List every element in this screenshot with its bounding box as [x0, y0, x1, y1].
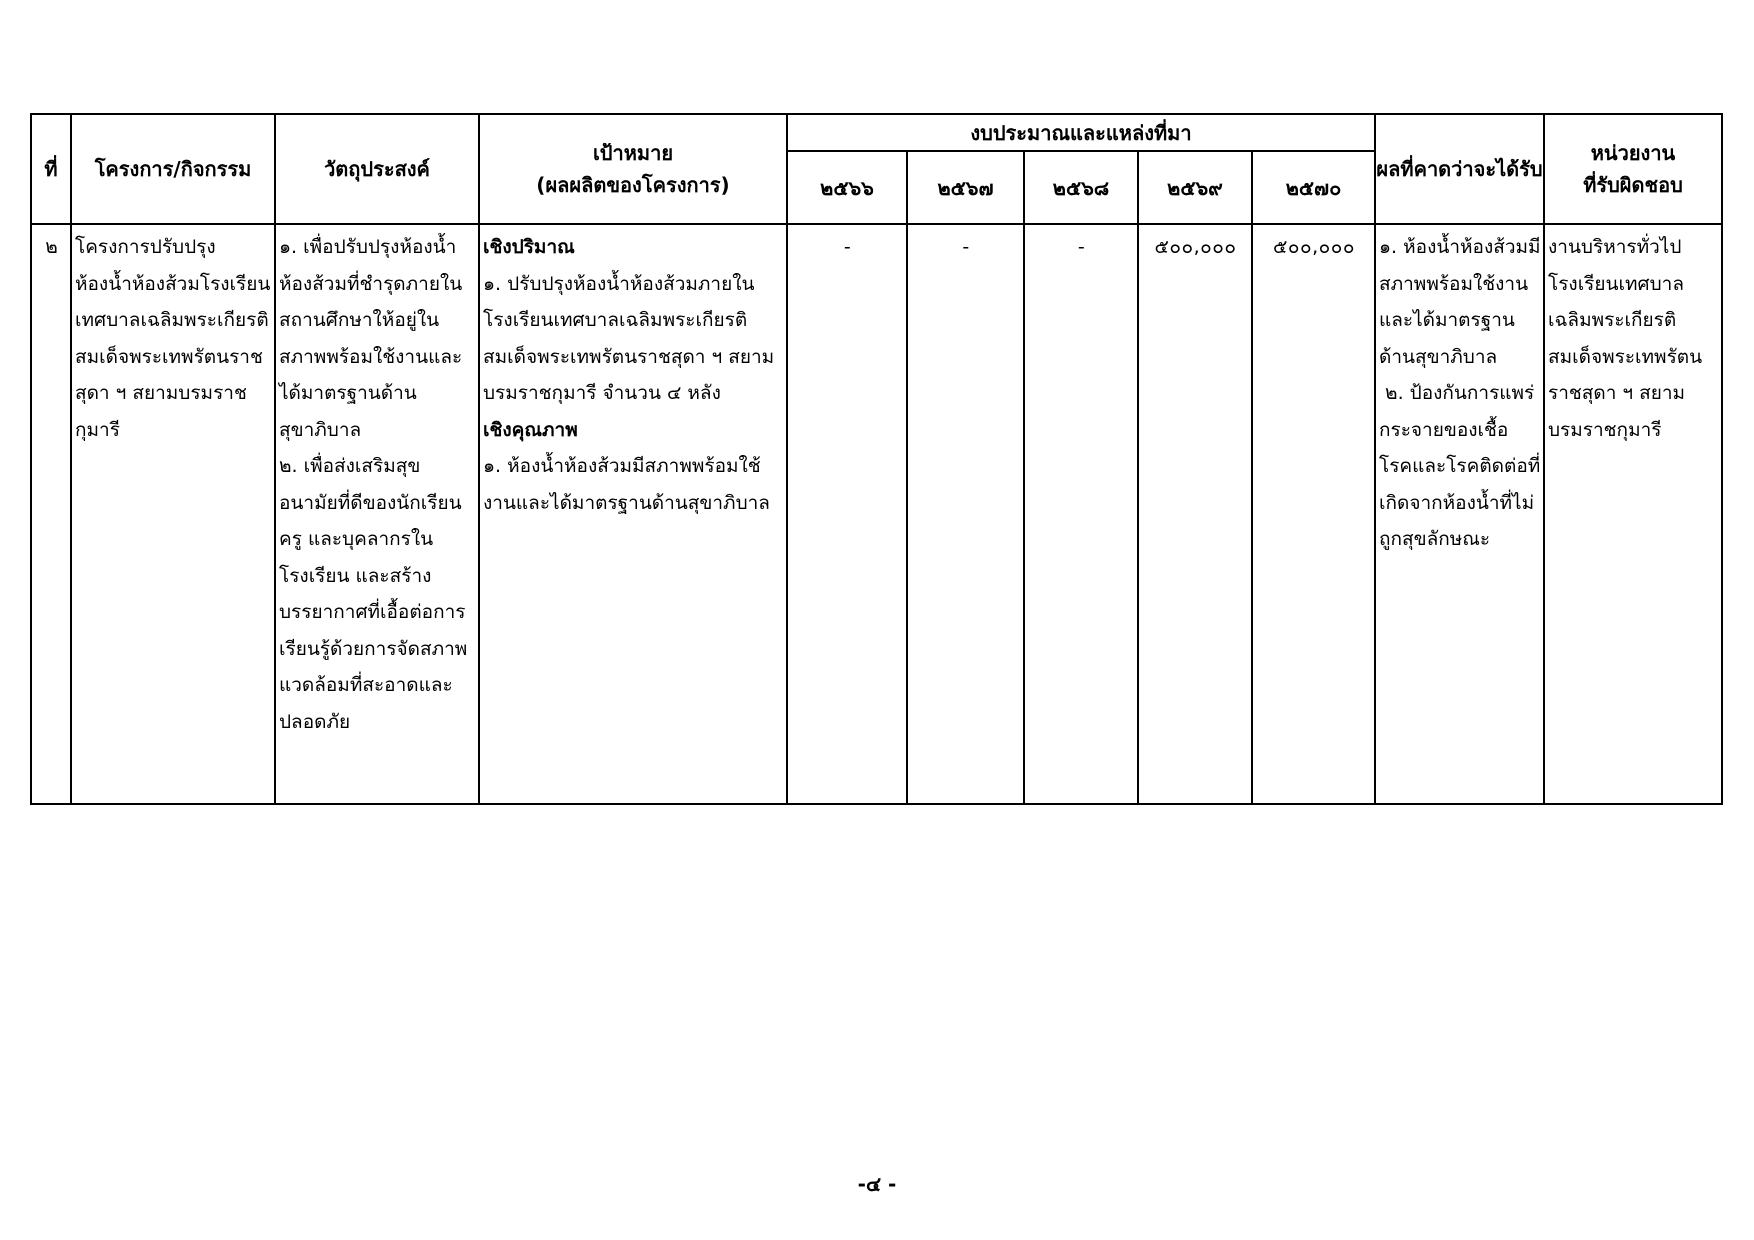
row-project: โครงการปรับปรุงห้องน้ำห้องส้วมโรงเรียนเทศบาลเฉลิมพระเกียรติสมเด็จพระเทพรัตนราชสุดา ฯ สยามบรมราชกุมารี: [71, 224, 275, 804]
row-no: ๒: [31, 224, 71, 804]
header-responsible: [1544, 114, 1722, 224]
objective-item-1: ๑. เพื่อปรับปรุงห้องน้ำห้องส้วมที่ชำรุดภายในสถานศึกษาให้อยู่ในสภาพพร้อมใช้งานและได้มาตรฐานด้านสุขาภิบาล: [279, 236, 463, 441]
header-year-2566: ๒๕๖๖: [787, 151, 907, 224]
expected-result-item-2: ๒. ป้องกันการแพร่กระจายของเชื้อโรคและโรคติดต่อที่เกิดจากห้องน้ำที่ไม่ถูกสุขลักษณะ: [1379, 382, 1541, 550]
page-number: -๔ -: [857, 1172, 897, 1196]
header-objective: วัตถุประสงค์: [275, 114, 479, 224]
target-quality-heading: เชิงคุณภาพ: [483, 418, 578, 441]
header-year-2569: ๒๕๖๙: [1138, 151, 1252, 224]
header-year-2567: ๒๕๖๗: [907, 151, 1024, 224]
row-expected-result: [1375, 224, 1544, 804]
header-budget-group: งบประมาณและแหล่งที่มา: [787, 114, 1375, 151]
row-target: [479, 224, 787, 804]
header-project: โครงการ/กิจกรรม: [71, 114, 275, 224]
target-quantity-item: ๑. ปรับปรุงห้องน้ำห้องส้วมภายในโรงเรียนเทศบาลเฉลิมพระเกียรติสมเด็จพระเทพรัตนราชสุดา ฯ สยามบรมราชกุมารี จำนวน ๔ หลัง: [483, 272, 775, 404]
header-target-line1: เป้าหมาย: [592, 141, 674, 165]
objective-item-2: ๒. เพื่อส่งเสริมสุขอนามัยที่ดีของนักเรียน ครู และบุคลากรในโรงเรียน และสร้างบรรยากาศที่เอื้อต่อการเรียนรู้ด้วยการจัดสภาพแวดล้อมที่สะอาดและปลอดภัย: [279, 455, 468, 733]
target-quality-item: ๑. ห้องน้ำห้องส้วมมีสภาพพร้อมใช้งานและได้มาตรฐานด้านสุขาภิบาล: [483, 455, 770, 514]
header-no: ที่: [31, 114, 71, 224]
target-quantity-heading: เชิงปริมาณ: [483, 236, 575, 258]
budget-2570: ๕๐๐,๐๐๐: [1252, 224, 1375, 804]
row-responsible: งานบริหารทั่วไป โรงเรียนเทศบาลเฉลิมพระเกียรติสมเด็จพระเทพรัตนราชสุดา ฯ สยามบรมราชกุมารี: [1544, 224, 1722, 804]
header-responsible-line2: ที่รับผิดชอบ: [1583, 173, 1683, 197]
project-plan-table: [30, 113, 1723, 805]
header-expected-result: ผลที่คาดว่าจะได้รับ: [1375, 114, 1544, 224]
budget-2569: ๕๐๐,๐๐๐: [1138, 224, 1252, 804]
row-objective: [275, 224, 479, 804]
header-year-2570: ๒๕๗๐: [1252, 151, 1375, 224]
budget-2566: -: [787, 224, 907, 804]
budget-2567: -: [907, 224, 1024, 804]
expected-result-item-1: ๑. ห้องน้ำห้องส้วมมีสภาพพร้อมใช้งานและได้มาตรฐานด้านสุขาภิบาล: [1379, 236, 1541, 368]
header-year-2568: ๒๕๖๘: [1024, 151, 1138, 224]
header-target: [479, 114, 787, 224]
header-responsible-line1: หน่วยงาน: [1590, 141, 1676, 165]
header-target-line2: (ผลผลิตของโครงการ): [536, 173, 730, 197]
budget-2568: -: [1024, 224, 1138, 804]
table-row: [31, 224, 1722, 804]
